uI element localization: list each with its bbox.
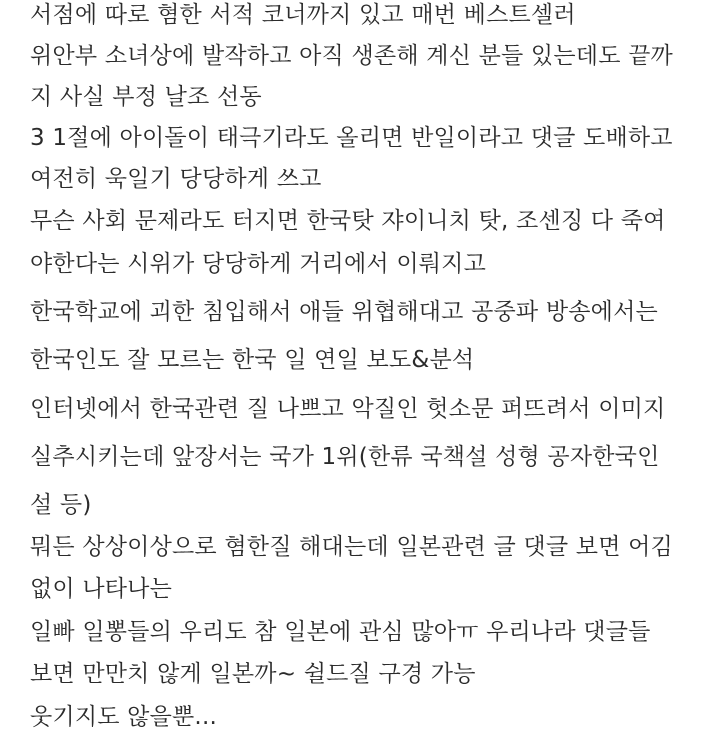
text-line: 3 1절에 아이돌이 태극기라도 올리면 반일이라고 댓글 도배하고 [30,125,673,151]
text-line: 야한다는 시위가 당당하게 거리에서 이뤄지고 [30,251,486,277]
text-line: 일빠 일뽕들의 우리도 참 일본에 관심 많아ㅠ 우리나라 댓글들 [30,619,651,645]
text-line: 지 사실 부정 날조 선동 [30,84,262,110]
text-line: 무슨 사회 문제라도 터지면 한국탓 쟈이니치 탓, 조센징 다 죽여 [30,208,666,234]
text-line: 한국인도 잘 모르는 한국 일 연일 보도&분석 [30,347,475,373]
text-line: 실추시키는데 앞장서는 국가 1위(한류 국책설 성형 공자한국인 [30,444,660,470]
text-line: 웃기지도 않을뿐... [30,704,217,730]
text-line: 위안부 소녀상에 발작하고 아직 생존해 계신 분들 있는데도 끝까 [30,43,673,69]
text-line: 서점에 따로 혐한 서적 코너까지 있고 매번 베스트셀러 [30,2,576,28]
text-line: 보면 만만치 않게 일본까~ 쉴드질 구경 가능 [30,661,476,687]
text-line: 인터넷에서 한국관련 질 나쁘고 악질인 헛소문 퍼뜨려서 이미지 [30,396,666,422]
text-line: 여전히 욱일기 당당하게 쓰고 [30,166,322,192]
text-line: 한국학교에 괴한 침입해서 애들 위협해대고 공중파 방송에서는 [30,299,658,325]
text-line: 없이 나타나는 [30,576,173,602]
text-line: 설 등) [30,492,92,518]
text-line: 뭐든 상상이상으로 혐한질 해대는데 일본관련 글 댓글 보면 어김 [30,534,673,560]
